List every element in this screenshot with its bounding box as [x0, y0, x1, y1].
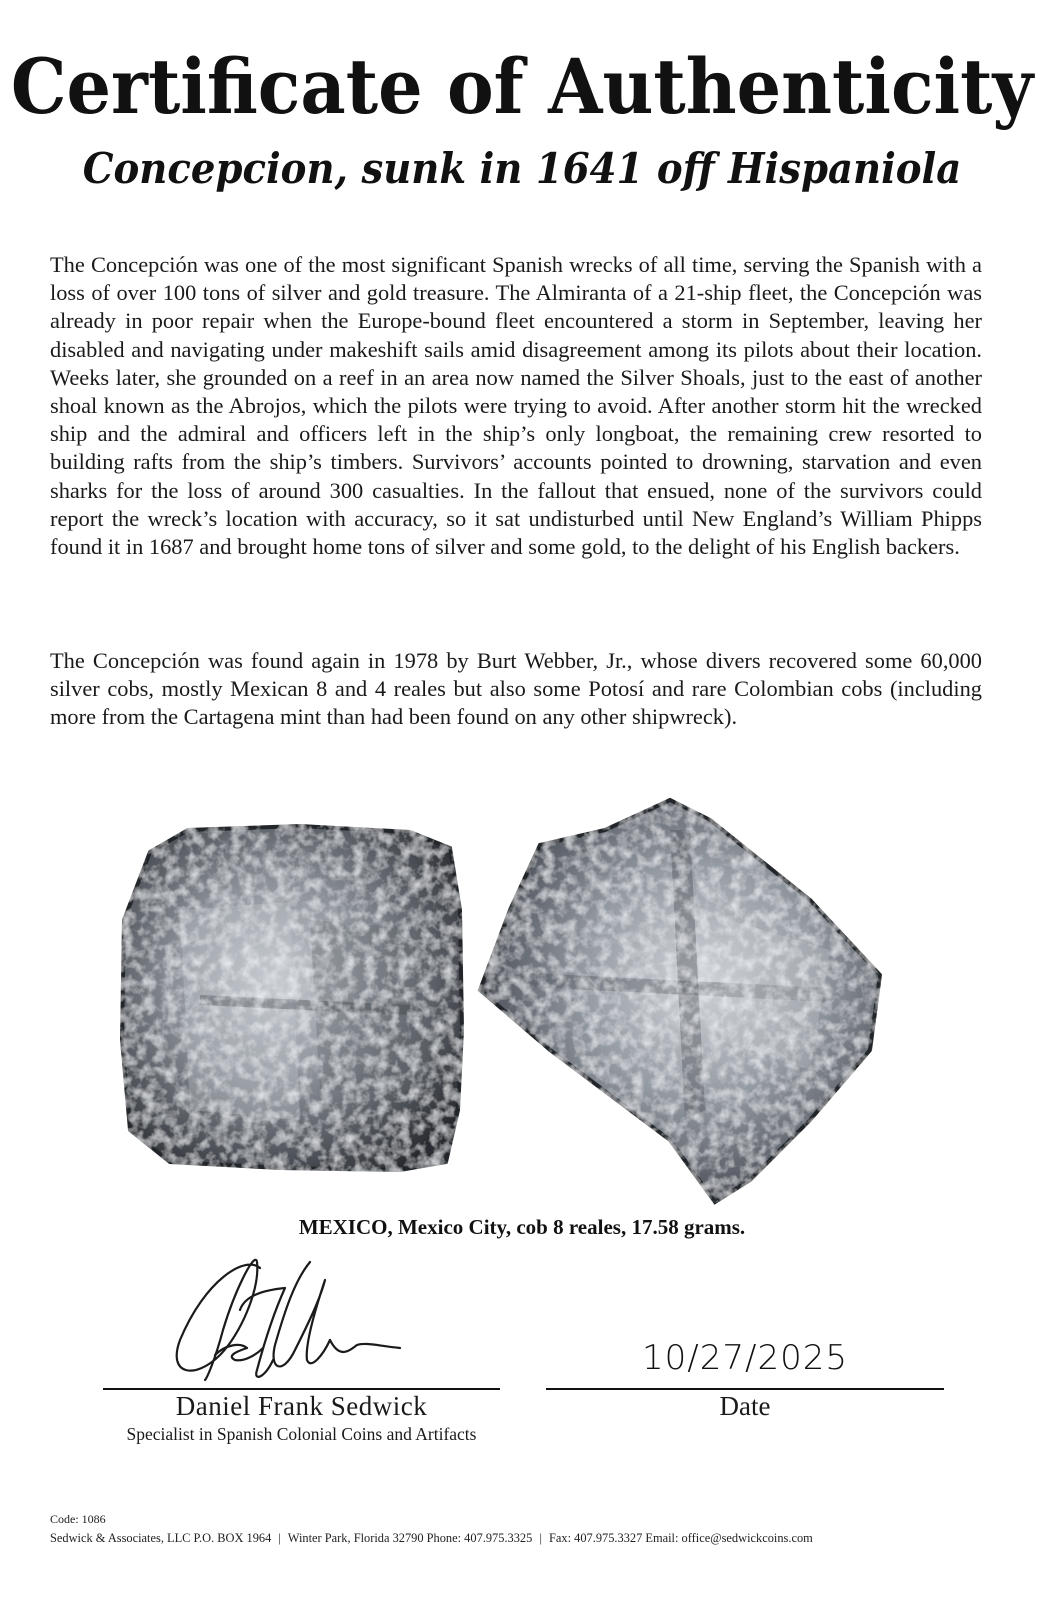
coin-images [110, 790, 930, 1210]
history-paragraph-1: The Concepción was one of the most significant Spanish wrecks of all time, serving the Spanish with a loss of over 100 tons of silver and gold treasure. The Almiranta of a 21-ship fleet, the Concepción was already in poor repair when the Europe-bound fleet encountered a storm in September, leaving her disabled and navigating under makeshift sails amid disagreement among its pilots about their location. Weeks later, she grounded on a reef in an area now named the Silver Shoals, just to the east of another shoal known as the Abrojos, which the pilots were trying to avoid. After another storm hit the wrecked ship and the admiral and officers left in the ship’s only longboat, the remaining crew resorted to building rafts from the ship’s timbers. Survivors’ accounts pointed to drowning, starvation and even sharks for the loss of around 300 casualties. In the fallout that ensued, none of the survivors could report the wreck’s location with accuracy, so it sat undisturbed until New England’s William Phipps found it in 1687 and brought home tons of silver and some gold, to the delight of his English backers. [50, 252, 982, 560]
date-label: Date [719, 1391, 771, 1421]
coin-caption: MEXICO, Mexico City, cob 8 reales, 17.58 grams. [298, 1215, 746, 1239]
city-phone: Winter Park, Florida 32790 Phone: 407.975.3325 [287, 1531, 533, 1545]
certificate-subtitle: Concepcion, sunk in 1641 off Hispaniola [82, 144, 962, 193]
date-line [546, 1388, 944, 1390]
fax-email: Fax: 407.975.3327 Email: office@sedwickcoins.com [549, 1531, 813, 1545]
signer-title: Specialist in Spanish Colonial Coins and Artifacts [126, 1424, 477, 1444]
signature-image [165, 1250, 425, 1390]
coin-reverse-image [480, 800, 880, 1202]
signature-line [103, 1388, 500, 1390]
coin-obverse-image [122, 826, 462, 1170]
certificate-title: Certificate of Authenticity [10, 41, 1034, 132]
company-address: Sedwick & Associates, LLC P.O. BOX 1964 [50, 1531, 272, 1545]
contact-footer [50, 1531, 990, 1546]
footer-separator: | [278, 1531, 281, 1545]
signer-name: Daniel Frank Sedwick [175, 1391, 428, 1421]
footer-separator: | [539, 1531, 542, 1545]
history-paragraph-2: The Concepción was found again in 1978 by Burt Webber, Jr., whose divers recovered some 60,000 silver cobs, mostly Mexican 8 and 4 reales but also some Potosí and rare Colombian cobs (including more from the Cartagena mint than had been found on any other shipwreck). [50, 648, 982, 730]
certificate-code: Code: 1086 [50, 1512, 106, 1526]
certificate-date: 10/27/2025 [642, 1338, 848, 1378]
